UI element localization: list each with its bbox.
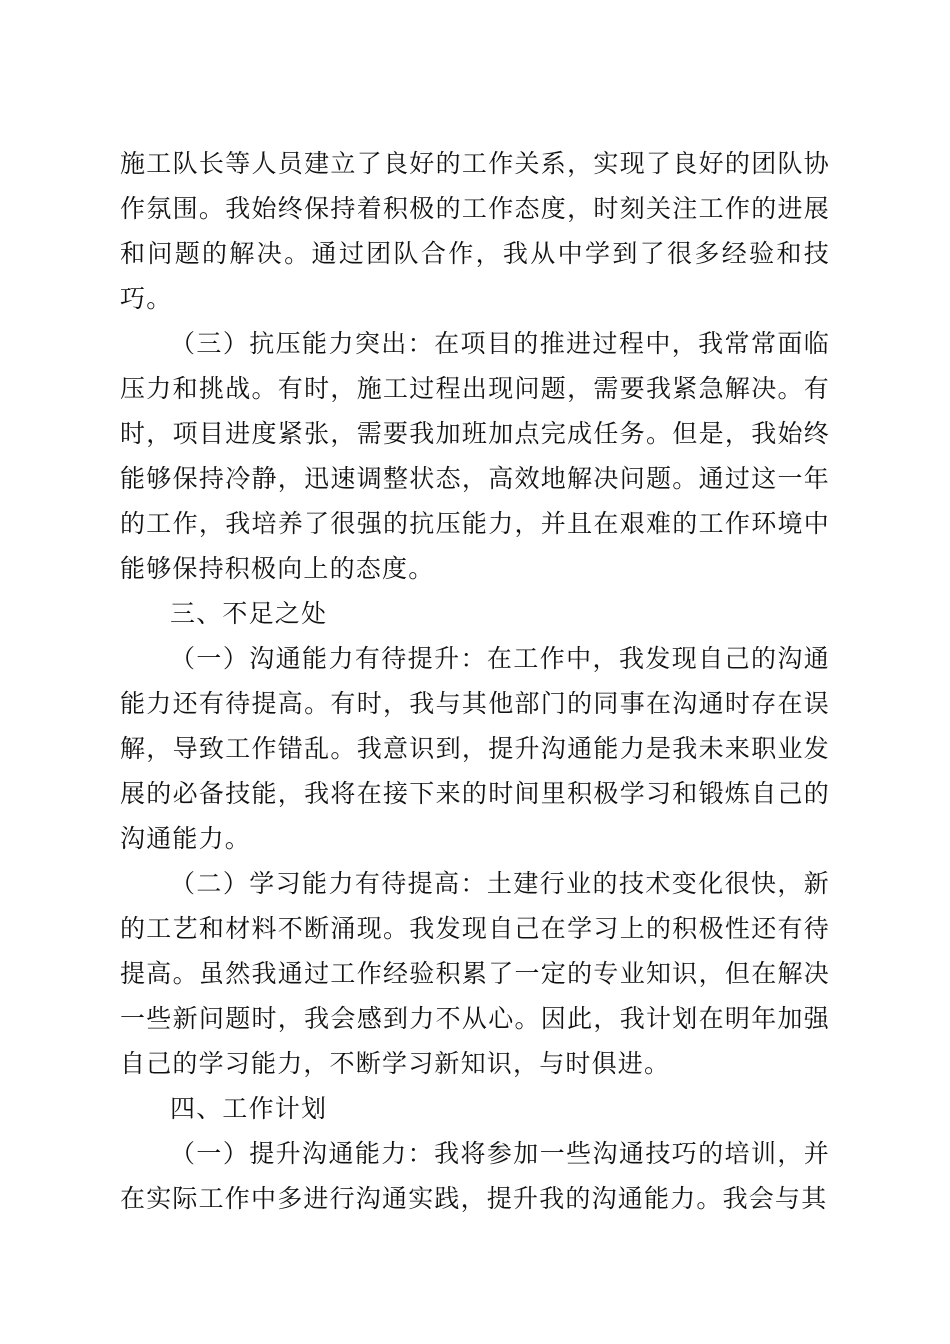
paragraph-text: 土建行业的技术变化很快，新的工艺和材料不断涌现。我发现自己在学习上的积极性还有待提高。虽然我通过工作经验积累了一定的专业知识，但在解决一些新问题时，我会感到力不从心。因此，我计划在明年加强自己的学习能力，不断学习新知识，与时俱进。 [120,869,830,1078]
paragraph-communication-plan [120,1131,830,1221]
paragraph-communication-shortcoming [120,636,830,861]
paragraph-team-relations [120,141,830,321]
paragraph-text: 我将参加一些沟通技巧的培训，并在实际工作中多进行沟通实践，提升我的沟通能力。我会与其 [120,1139,830,1213]
paragraph-text: 在项目的推进过程中，我常常面临压力和挑战。有时，施工过程出现问题，需要我紧急解决。有时，项目进度紧张，需要我加班加点完成任务。但是，我始终能够保持冷静，迅速调整状态，高效地解决问题。通过这一年的工作，我培养了很强的抗压能力，并且在艰难的工作环境中能够保持积极向上的态度。 [120,329,830,583]
section-heading-shortcomings: 三、不足之处 [170,599,328,628]
paragraph-lead: （一）提升沟通能力： [170,1139,435,1168]
document-body [120,141,830,1221]
paragraph-lead: （一）沟通能力有待提升： [170,644,487,673]
paragraph-pressure-resistance [120,321,830,591]
paragraph-text: 施工队长等人员建立了良好的工作关系，实现了良好的团队协作氛围。我始终保持着积极的工作态度，时刻关注工作的进展和问题的解决。通过团队合作，我从中学到了很多经验和技巧。 [120,149,830,313]
paragraph-lead: （二）学习能力有待提高： [170,869,487,898]
paragraph-text: 在工作中，我发现自己的沟通能力还有待提高。有时，我与其他部门的同事在沟通时存在误解，导致工作错乱。我意识到，提升沟通能力是我未来职业发展的必备技能，我将在接下来的时间里积极学习和锻炼自己的沟通能力。 [120,644,830,853]
section-heading-work-plan: 四、工作计划 [170,1094,328,1123]
paragraph-lead: （三）抗压能力突出： [170,329,435,358]
paragraph-learning-shortcoming [120,861,830,1086]
